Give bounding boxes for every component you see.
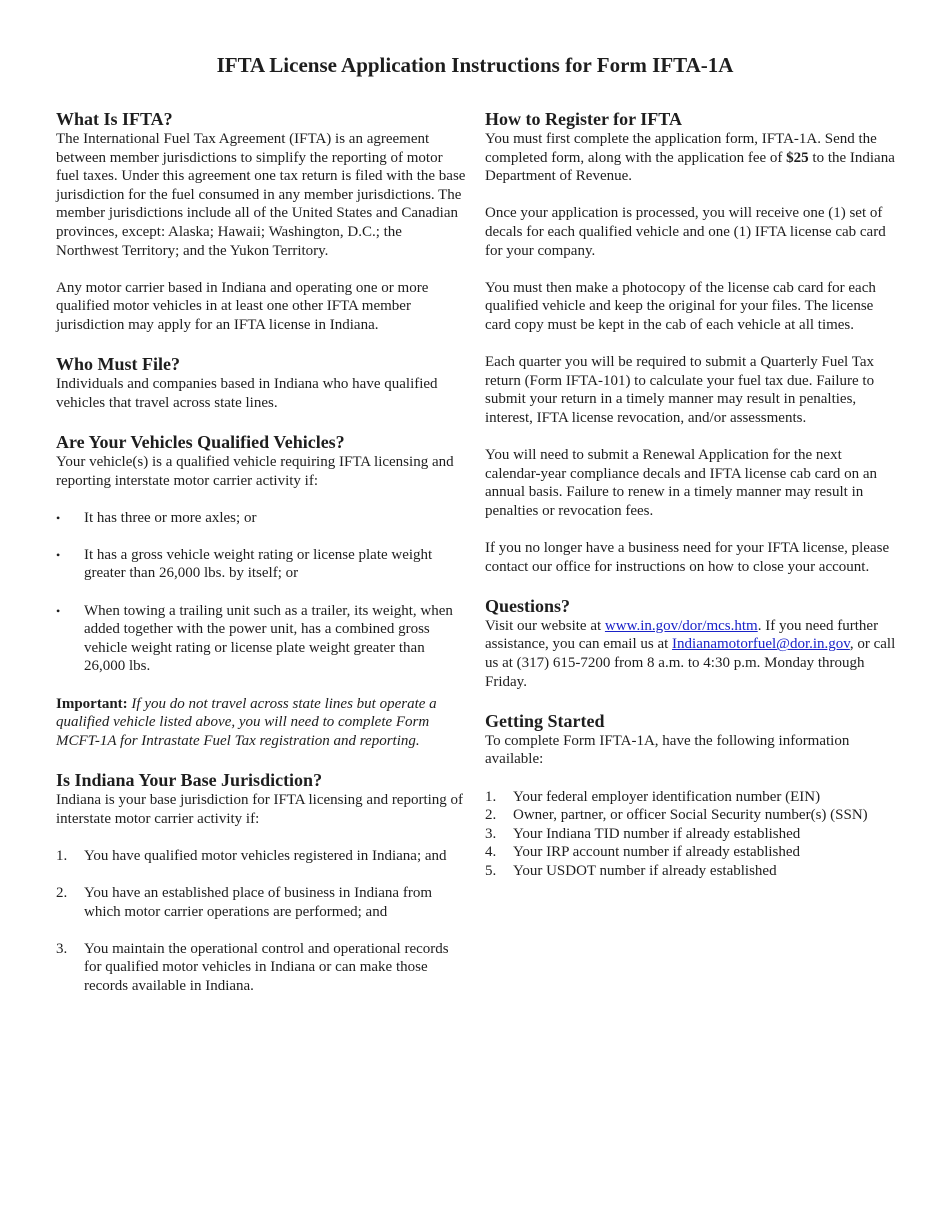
register-text-a: You must first complete the application form, IFTA-1A. Send the completed form, along with the application fee of xyxy=(485,131,877,166)
questions-text-c: , or call us at (317) 615-7200 from 8 a.m. to 4:30 p.m. Monday through Friday. xyxy=(485,636,896,690)
list-item-text: It has a gross vehicle weight rating or license plate weight greater than 26,000 lbs. by itself; or xyxy=(84,546,433,582)
list-item xyxy=(485,843,897,862)
getting-started-paragraph: To complete Form IFTA-1A, have the following information available: xyxy=(485,732,850,768)
list-item xyxy=(56,884,468,921)
list-number: 3. xyxy=(56,940,68,957)
right-column xyxy=(485,108,897,881)
register-paragraph-6: If you no longer have a business need for your IFTA license, please contact our office for instructions on how to close your account. xyxy=(485,540,890,575)
register-paragraph-3: You must then make a photocopy of the license cab card for each qualified vehicle and keep the original for your files. The license card copy must be kept in the cab of each vehicle at all times. xyxy=(485,279,876,333)
register-paragraph-4: Each quarter you will be required to submit a Quarterly Fuel Tax return (Form IFTA-101) to calculate your fuel tax due. Failure to submit your return in a timely manner may result in penalties, interest, IFTA license revocation, and/or assessments. xyxy=(485,354,875,426)
what-is-ifta-paragraph-1: The International Fuel Tax Agreement (IFTA) is an agreement between member jurisdictions to simplify the reporting of motor fuel taxes. Under this agreement one tax return is filed with the base jurisdiction for the fuel consumed in any member jurisdictions. The member jurisdictions include all of the United States and Canadian provinces, except: Alaska; Hawaii; Washington, D.C.; the Northwest Territory; and the Yukon Territory. xyxy=(56,131,466,259)
list-number: 2. xyxy=(485,807,497,824)
list-item-text: When towing a trailing unit such as a trailer, its weight, when added together with the power unit, has a combined gross vehicle weight rating or license plate weight greater than 26,000 lbs. xyxy=(84,602,453,675)
list-number: 1. xyxy=(485,788,497,805)
list-item xyxy=(56,602,468,676)
who-must-file-paragraph: Individuals and companies based in Indiana who have qualified vehicles that travel across state lines. xyxy=(56,376,438,411)
who-must-file-heading: Who Must File? xyxy=(56,354,180,375)
list-item-text: You have qualified motor vehicles registered in Indiana; and xyxy=(84,847,447,864)
what-is-ifta-heading: What Is IFTA? xyxy=(56,109,173,129)
getting-started-heading: Getting Started xyxy=(485,710,605,731)
register-paragraph-1 xyxy=(485,130,897,186)
list-item xyxy=(56,546,468,583)
getting-started-list xyxy=(485,788,897,881)
list-item xyxy=(485,862,897,881)
list-number: 4. xyxy=(485,844,497,861)
register-paragraph-5: You will need to submit a Renewal Application for the next calendar-year compliance decals and IFTA license cab card on an annual basis. Failure to renew in a timely manner may result in penalties or revocation fees. xyxy=(485,447,878,519)
application-fee: $25 xyxy=(786,149,809,166)
questions-paragraph xyxy=(485,617,897,691)
list-item xyxy=(485,806,897,825)
list-number: 1. xyxy=(56,847,68,864)
left-column xyxy=(56,108,468,996)
list-item xyxy=(56,509,468,528)
list-item-text: Your USDOT number if already established xyxy=(513,862,777,879)
base-jurisdiction-paragraph: Indiana is your base jurisdiction for IFTA licensing and reporting of interstate motor carrier activity if: xyxy=(56,792,464,827)
list-number: 2. xyxy=(56,884,68,901)
base-jurisdiction-list xyxy=(56,847,468,996)
base-jurisdiction-heading: Is Indiana Your Base Jurisdiction? xyxy=(56,770,323,790)
list-item-text: It has three or more axles; or xyxy=(84,509,257,526)
list-item xyxy=(485,788,897,807)
important-label: Important: xyxy=(56,695,128,712)
questions-heading: Questions? xyxy=(485,595,571,616)
list-item-text: You have an established place of business in Indiana from which motor carrier operations are performed; and xyxy=(84,884,432,920)
list-item-text: You maintain the operational control and operational records for qualified motor vehicles in Indiana or can make those records available in Indiana. xyxy=(84,940,449,994)
important-note xyxy=(56,695,468,751)
email-link[interactable]: Indianamotorfuel@dor.in.gov xyxy=(672,636,850,653)
bullet-icon: • xyxy=(56,510,61,525)
register-text-b: to the Indiana Department of Revenue. xyxy=(485,149,895,185)
what-is-ifta-paragraph-2: Any motor carrier based in Indiana and operating one or more qualified motor vehicles in at least one other IFTA member jurisdiction may apply for an IFTA license in Indiana. xyxy=(56,279,429,333)
website-link[interactable]: www.in.gov/dor/mcs.htm xyxy=(604,617,758,634)
how-to-register-heading: How to Register for IFTA xyxy=(485,109,682,129)
list-item xyxy=(56,940,468,996)
questions-text-b: . If you need further assistance, you can email us at xyxy=(485,617,879,653)
bullet-icon: • xyxy=(56,547,61,562)
list-item-text: Owner, partner, or officer Social Security number(s) (SSN) xyxy=(513,807,868,824)
list-number: 5. xyxy=(485,862,497,879)
list-item-text: Your IRP account number if already established xyxy=(513,844,801,861)
questions-text-a: Visit our website at xyxy=(485,617,605,634)
qualified-vehicles-heading: Are Your Vehicles Qualified Vehicles? xyxy=(56,431,345,452)
list-number: 3. xyxy=(485,825,497,842)
qualified-vehicles-paragraph: Your vehicle(s) is a qualified vehicle requiring IFTA licensing and reporting interstate motor carrier activity if: xyxy=(56,453,454,489)
list-item xyxy=(485,825,897,844)
list-item-text: Your federal employer identification number (EIN) xyxy=(513,788,821,805)
page-title: IFTA License Application Instructions for Form IFTA-1A xyxy=(216,53,734,77)
bullet-icon: • xyxy=(56,603,61,618)
qualified-vehicles-list xyxy=(56,509,468,676)
list-item xyxy=(56,847,468,866)
important-text: If you do not travel across state lines but operate a qualified vehicle listed above, you will need to complete Form MCFT-1A for Intrastate Fuel Tax registration and reporting. xyxy=(56,695,437,749)
register-paragraph-2: Once your application is processed, you will receive one (1) set of decals for each qualified vehicle and one (1) IFTA license cab card for your company. xyxy=(485,205,886,259)
list-item-text: Your Indiana TID number if already established xyxy=(513,825,801,842)
